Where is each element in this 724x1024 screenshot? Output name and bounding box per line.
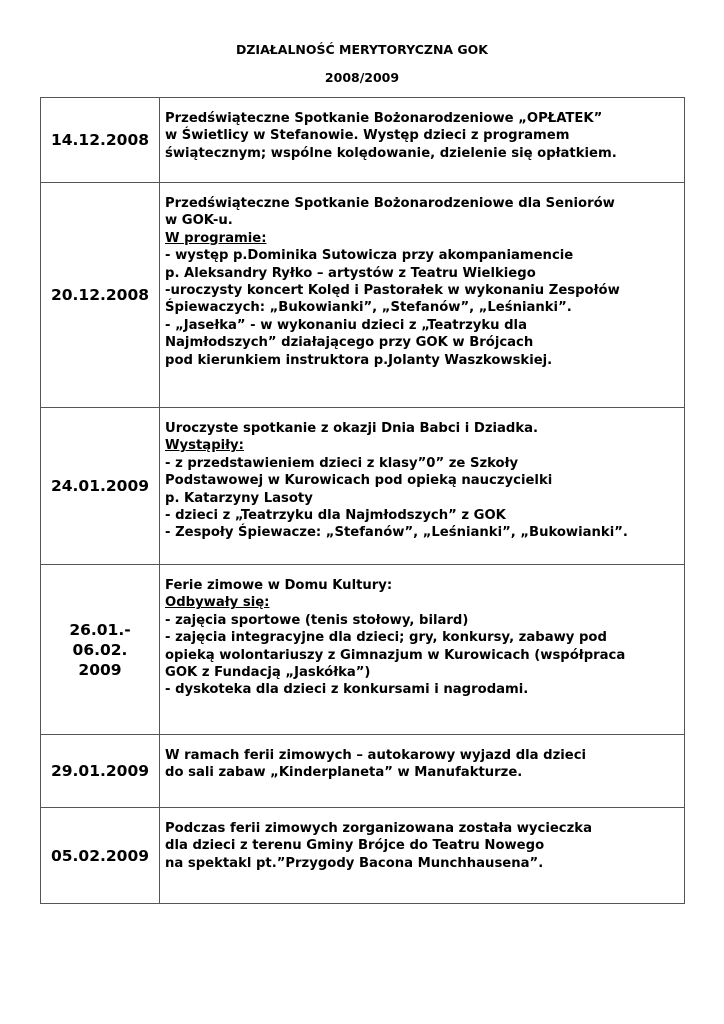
event-description	[160, 98, 685, 183]
event-date: 24.01.2009	[41, 408, 160, 565]
text-line: opieką wolontariuszy z Gimnazjum w Kurowicach (współpraca	[165, 647, 626, 663]
text-line: - zajęcia sportowe (tenis stołowy, bilard)	[165, 612, 469, 628]
table-row	[41, 98, 685, 183]
text-line: Podczas ferii zimowych zorganizowana została wycieczka	[165, 821, 592, 836]
event-date: 14.12.2008	[41, 98, 160, 183]
text-line: Uroczyste spotkanie z okazji Dnia Babci i Dziadka.	[165, 421, 539, 436]
event-description	[160, 408, 685, 565]
text-line: Odbywały się:	[165, 595, 270, 611]
date-line: 2009	[78, 660, 122, 679]
text-line: dla dzieci z terenu Gminy Brójce do Teatru Nowego	[165, 838, 545, 854]
text-line: - dyskoteka dla dzieci z konkursami i nagrodami.	[165, 682, 529, 698]
text-line: do sali zabaw „Kinderplaneta” w Manufakturze.	[165, 765, 523, 781]
text-line: Ferie zimowe w Domu Kultury:	[165, 578, 393, 593]
events-table	[40, 97, 685, 904]
text-line: - „Jasełka” - w wykonaniu dzieci z „Teatrzyku dla	[165, 317, 527, 333]
date-line: 26.01.-	[69, 620, 131, 639]
text-line: świątecznym; wspólne kolędowanie, dzielenie się opłatkiem.	[165, 145, 617, 161]
text-line: - dzieci z „Teatrzyku dla Najmłodszych” z GOK	[165, 508, 506, 524]
text-line: W ramach ferii zimowych – autokarowy wyjazd dla dzieci	[165, 748, 587, 763]
text-line: p. Aleksandry Ryłko – artystów z Teatru Wielkiego	[165, 265, 536, 281]
table-row	[41, 735, 685, 808]
event-description	[160, 808, 685, 904]
text-line: - zajęcia integracyjne dla dzieci; gry, konkursy, zabawy pod	[165, 630, 607, 646]
text-line: p. Katarzyny Lasoty	[165, 490, 313, 506]
text-line: - z przedstawieniem dzieci z klasy”0” ze Szkoły	[165, 455, 519, 471]
text-line: Podstawowej w Kurowicach pod opieką nauczycielki	[165, 473, 553, 489]
date-line: 06.02.	[72, 640, 128, 659]
text-line: Przedświąteczne Spotkanie Bożonarodzeniowe dla Seniorów	[165, 196, 615, 211]
event-description	[160, 565, 685, 735]
event-description	[160, 735, 685, 808]
text-line: - Zespoły Śpiewacze: „Stefanów”, „Leśnianki”, „Bukowianki”.	[165, 525, 628, 541]
text-line: Najmłodszych” działającego przy GOK w Brójcach	[165, 335, 534, 351]
text-line: Przedświąteczne Spotkanie Bożonarodzeniowe „OPŁATEK”	[165, 111, 603, 126]
event-date: 29.01.2009	[41, 735, 160, 808]
text-line: -uroczysty koncert Kolęd i Pastorałek w wykonaniu Zespołów	[165, 283, 620, 299]
text-line: - występ p.Dominika Sutowicza przy akompaniamencie	[165, 248, 574, 264]
text-line: pod kierunkiem instruktora p.Jolanty Waszkowskiej.	[165, 352, 553, 368]
table-row	[41, 408, 685, 565]
text-line: W programie:	[165, 230, 267, 246]
text-line: w GOK-u.	[165, 213, 233, 229]
event-date-range	[41, 565, 160, 735]
text-line: Śpiewaczych: „Bukowianki”, „Stefanów”, „Leśnianki”.	[165, 300, 572, 316]
table-row	[41, 565, 685, 735]
event-description	[160, 183, 685, 408]
period-label: 2008/2009	[324, 70, 400, 85]
text-line: na spektakl pt.”Przygody Bacona Munchhausena”.	[165, 855, 544, 871]
text-line: GOK z Fundacją „Jaskółka”)	[165, 665, 371, 681]
page-title: DZIAŁALNOŚĆ MERYTORYCZNA GOK	[235, 42, 488, 57]
table-row	[41, 808, 685, 904]
text-line: Wystąpiły:	[165, 438, 244, 454]
text-line: w Świetlicy w Stefanowie. Występ dzieci z programem	[165, 128, 570, 144]
table-row	[41, 183, 685, 408]
event-date: 05.02.2009	[41, 808, 160, 904]
event-date: 20.12.2008	[41, 183, 160, 408]
